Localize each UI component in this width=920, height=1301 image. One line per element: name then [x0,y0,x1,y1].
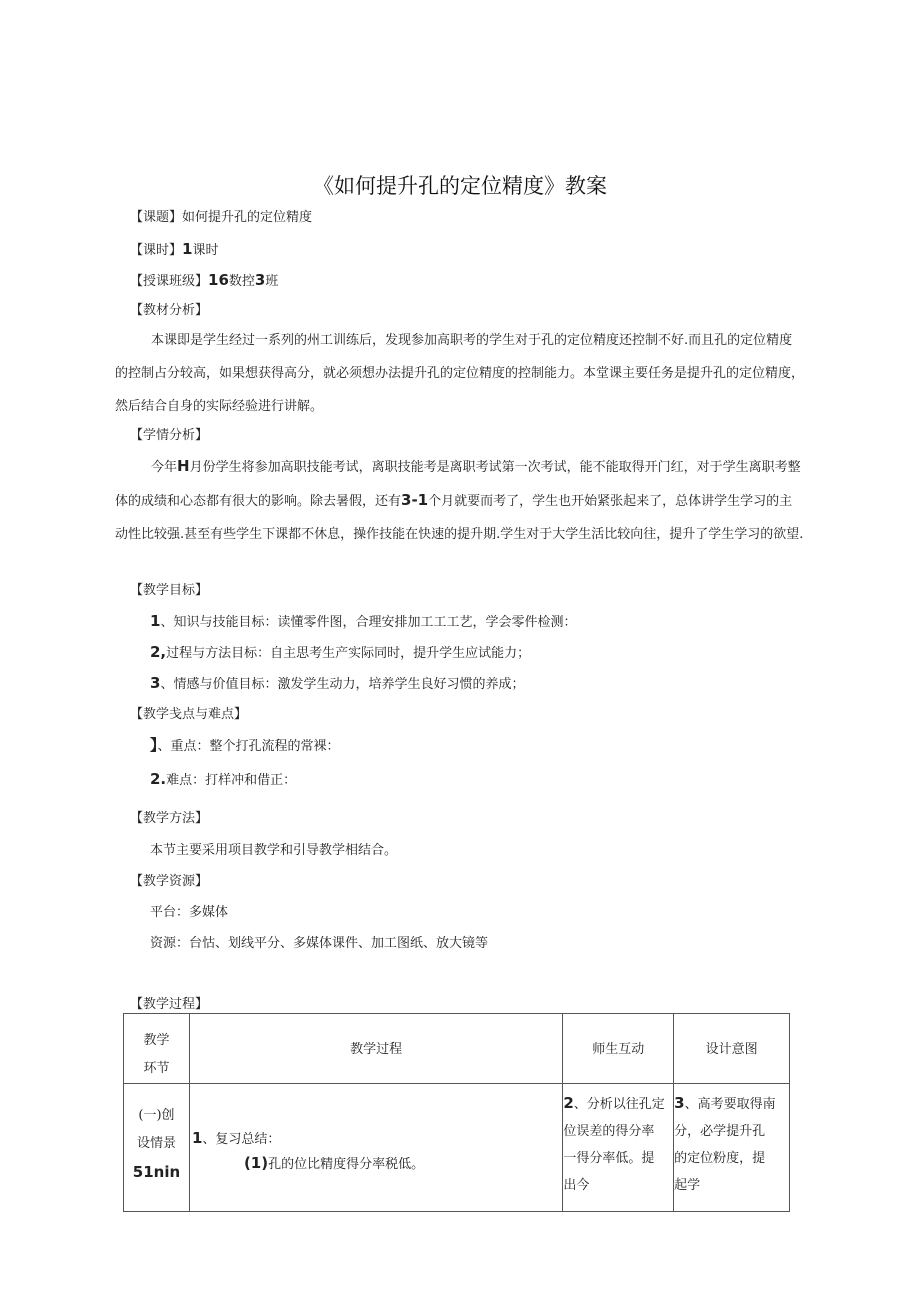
topic-line [130,210,312,226]
table-row [124,1084,790,1212]
hours-number: 1 [182,240,193,258]
objectives-heading: 【教学目标】 [130,583,209,598]
class-label: 【授课班级】 [130,274,209,289]
material-analysis-heading: 【教材分析】 [130,303,209,318]
resources-platform: 平台：多媒体 [150,905,229,920]
hours-unit: 课时 [192,243,219,258]
cell-interaction: 2、分析以往孔定 位误差的得分率 一得分率低。提 出今 [563,1084,674,1212]
header-stage: 教学 环节 [124,1014,190,1084]
cell-process: 1、复习总结： (1)孔的位比精度得分率税低。 [189,1084,562,1212]
key-points-heading: 【教学戋点与难点】 [130,707,248,722]
process-table [123,1013,790,1212]
objective-item: 3、情感与价值目标：激发学生动力，培养学生良好习惯的养成； [150,674,525,692]
key-point-item: 】、重点：整个打孔流程的常裸： [150,736,340,754]
student-analysis-heading: 【学情分析】 [130,428,209,443]
class-number: 3 [254,271,266,289]
header-interaction: 师生互动 [563,1014,674,1084]
objective-item: 2,过程与方法目标：自主思考生产实际同时，提升学生应试能力； [150,643,531,661]
topic-label: 【课题】 [130,210,183,225]
class-grade: 16 [208,271,229,289]
key-point-item: 2.难点：打样冲和借正： [150,770,297,788]
cell-intent: 3、高考要取得南 分，必学提升孔 的定位粉度，提 起学 [674,1084,790,1212]
hours-line [130,241,218,259]
header-process: 教学过程 [189,1014,562,1084]
topic-value: 如何提升孔的定位精度 [182,210,313,225]
cell-stage: (一)创 设情景 51nin [124,1084,190,1212]
objective-item: 1、知识与技能目标：读懂零件图，合理安排加工工工艺，学会零件检测： [150,612,577,630]
method-heading: 【教学方法】 [130,811,209,826]
class-suffix: 班 [265,274,279,289]
student-analysis-text: 今年H月份学生将参加高职技能考试，离职技能考是离职考试第一次考试，能不能取得开门红，对于学生离职考整体的成绩和心态都有很大的影响。除去暑假，还有3-1个月就要而考了，学生也开始紧张起来了，总体讲学生学习的主动性比较强.甚至有些学生下课都不休息，操作技能在快速的提升期.学生对于大学生活比较向往，提升了学生学习的欲望. [115,457,804,542]
class-line [130,272,278,290]
resources-items: 资源：台怙、划线平分、多媒体课件、加工图纸、放大镜等 [150,936,489,951]
resources-heading: 【教学资源】 [130,874,209,889]
hours-label: 【课时】 [130,243,183,258]
table-header-row [124,1014,790,1084]
process-heading: 【教学过程】 [130,997,209,1012]
method-text: 本节主要采用项目教学和引导教学相结合。 [150,843,398,858]
page-title: 《如何提升孔的定位精度》教案 [313,174,607,198]
class-major: 数控 [228,274,255,289]
material-analysis-text: 本课即是学生经过一系列的州工训练后，发现参加高职考的学生对于孔的定位精度还控制不好.而且孔的定位精度的控制占分较高，如果想获得高分，就必须想办法提升孔的定位精度的控制能力。本堂课主要任务是提升孔的定位精度，然后结合自身的实际经验进行讲解。 [115,333,805,414]
header-intent: 设计意图 [674,1014,790,1084]
